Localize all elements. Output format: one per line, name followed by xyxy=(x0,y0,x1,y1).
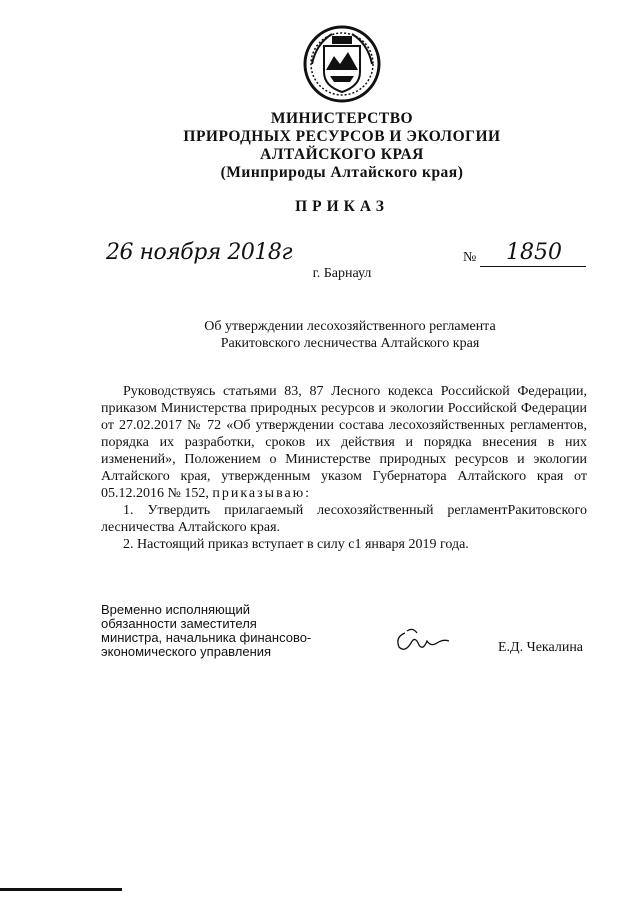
subject-line-1: Об утверждении лесохозяйственного регламента xyxy=(204,319,496,334)
preamble-paragraph xyxy=(101,383,587,502)
header-line-3: АЛТАЙСКОГО КРАЯ xyxy=(260,146,424,163)
handwritten-date: 26 ноября 2018г xyxy=(106,240,292,265)
number-sign: № xyxy=(463,250,477,265)
header-line-4: (Минприроды Алтайского края) xyxy=(220,164,464,181)
order-item-1: 1. Утвердить прилагаемый лесохозяйственный регламентРакитовского лесничества Алтайского края. xyxy=(101,503,587,535)
preamble-text: Руководствуясь статьями 83, 87 Лесного кодекса Российской Федерации, приказом Министерства природных ресурсов и экологии Российской Федерации от 27.02.2017 № 72 «Об утверждении состава лесохозяйственных регламентов, порядка их разработки, сроков их действия и порядка внесения в них изменений», Положением о Министерстве природных ресурсов и экологии Алтайского края, утвержденным указом Губернатора Алтайского края от 05.12.2016 № 152, xyxy=(101,384,587,501)
coat-of-arms-emblem xyxy=(302,24,382,104)
order-subject xyxy=(0,318,640,352)
position-line-4: экономического управления xyxy=(101,644,272,659)
header-line-2: ПРИРОДНЫХ РЕСУРСОВ И ЭКОЛОГИИ xyxy=(183,128,501,145)
position-line-2: обязанности заместителя xyxy=(101,616,257,631)
signatory-position xyxy=(101,603,361,659)
ministry-header xyxy=(0,110,640,182)
position-line-1: Временно исполняющий xyxy=(101,602,251,617)
order-body xyxy=(101,383,587,553)
position-line-3: министра, начальника финансово- xyxy=(101,630,312,645)
order-word: приказываю: xyxy=(212,486,312,501)
handwritten-number: 1850 xyxy=(506,240,562,265)
subject-line-2: Ракитовского лесничества Алтайского края xyxy=(220,336,480,351)
city: г. Барнаул xyxy=(312,266,372,281)
order-title: ПРИКАЗ xyxy=(295,198,389,215)
header-line-1: МИНИСТЕРСТВО xyxy=(270,110,414,127)
handwritten-signature xyxy=(393,625,453,655)
signer-name: Е.Д. Чекалина xyxy=(498,640,584,655)
footer-rule xyxy=(0,888,122,891)
order-item-2: 2. Настоящий приказ вступает в силу с1 января 2019 года. xyxy=(123,537,469,552)
